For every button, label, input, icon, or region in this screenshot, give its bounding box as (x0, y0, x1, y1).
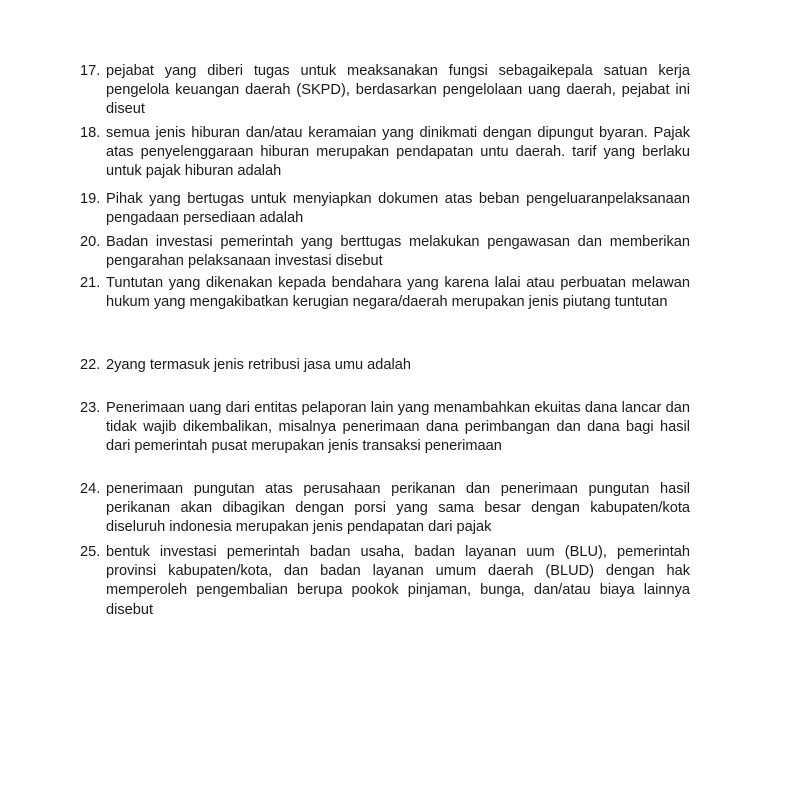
question-text: Badan investasi pemerintah yang berttugas melakukan pengawasan dan memberikan pengarahan pelaksanaan investasi disebut (106, 234, 690, 270)
question-number: 19. (80, 191, 101, 207)
question-number: 18. (80, 125, 101, 141)
question-text: Pihak yang bertugas untuk menyiapkan dokumen atas beban pengeluaranpelaksanaan pengadaan persediaan adalah (106, 191, 690, 227)
question-text: pejabat yang diberi tugas untuk meaksanakan fungsi sebagaikepala satuan kerja pengelola keuangan daerah (SKPD), berdasarkan pengelolaan uang daerah, pejabat ini diseut (106, 63, 690, 118)
question-number: 22. (80, 357, 101, 373)
question-item-22 (80, 356, 690, 375)
question-text: Tuntutan yang dikenakan kepada bendahara yang karena lalai atau perbuatan melawan hukum yang mengakibatkan kerugian negara/daerah merupakan jenis piutang tuntutan (106, 275, 690, 311)
question-item-25 (80, 543, 690, 620)
question-number: 24. (80, 481, 101, 497)
question-number: 20. (80, 234, 101, 250)
question-item-17 (80, 62, 690, 120)
question-number: 21. (80, 275, 101, 291)
question-item-18 (80, 124, 690, 182)
question-number: 25. (80, 544, 101, 560)
question-number: 23. (80, 400, 101, 416)
question-item-20 (80, 233, 690, 271)
question-item-21 (80, 274, 690, 312)
question-text: bentuk investasi pemerintah badan usaha, badan layanan uum (BLU), pemerintah provinsi kabupaten/kota, dan badan layanan umum daerah (BLUD) dengan hak memperoleh pengembalian berupa pookok pinjaman, bunga, dan/atau biaya lainnya disebut (106, 544, 690, 618)
question-item-24 (80, 480, 690, 538)
question-item-23 (80, 399, 690, 457)
question-number: 17. (80, 63, 101, 79)
question-item-19 (80, 190, 690, 228)
question-text: semua jenis hiburan dan/atau keramaian yang dinikmati dengan dipungut byaran. Pajak atas penyelenggaraan hiburan merupakan pendapatan untu daerah. tarif yang berlaku untuk pajak hiburan adalah (106, 125, 690, 180)
question-text: Penerimaan uang dari entitas pelaporan lain yang menambahkan ekuitas dana lancar dan tidak wajib dikembalikan, misalnya penerimaan dana perimbangan dan dana bagi hasil dari pemerintah pusat merupakan jenis transaksi penerimaan (106, 400, 690, 455)
question-text: penerimaan pungutan atas perusahaan perikanan dan penerimaan pungutan hasil perikanan akan dibagikan dengan porsi yang sama besar dengan kabupaten/kota diseluruh indonesia merupakan jenis pendapatan dari pajak (106, 481, 690, 536)
question-text: 2yang termasuk jenis retribusi jasa umu adalah (106, 357, 412, 373)
